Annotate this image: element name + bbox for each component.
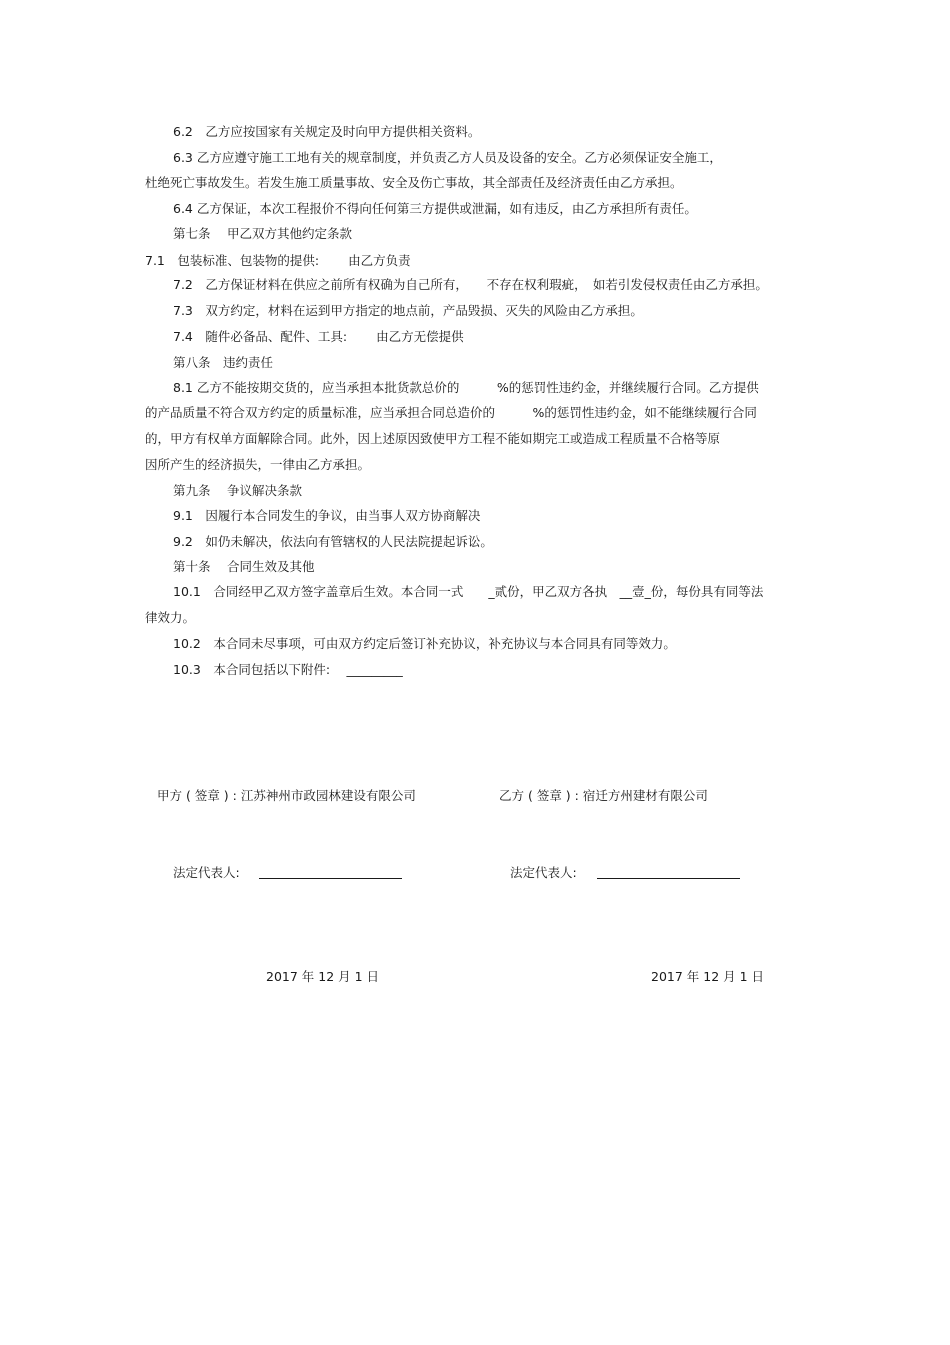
contract-line: 因所产生的经济损失，一律由乙方承担。 bbox=[145, 457, 371, 472]
contract-line: 10.2 本合同未尽事项，可由双方约定后签订补充协议，补充协议与本合同具有同等效力。 bbox=[173, 636, 676, 651]
contract-line: 6.2 乙方应按国家有关规定及时向甲方提供相关资料。 bbox=[173, 124, 481, 139]
party-b-signature bbox=[499, 788, 708, 804]
contract-line: 6.3 乙方应遵守施工工地有关的规章制度，并负责乙方人员及设备的安全。乙方必须保证安全施工， bbox=[173, 150, 722, 165]
contract-line: 7.4 随件必备品、配件、工具: 由乙方无偿提供 bbox=[173, 329, 464, 344]
party-a-rep-signature-line bbox=[259, 878, 402, 879]
contract-line: 7.2 乙方保证材料在供应之前所有权确为自己所有， 不存在权利瑕疵， 如若引发侵权责任由乙方承担。 bbox=[173, 277, 768, 292]
party-a-date: 2017 年 12 月 1 日 bbox=[266, 969, 380, 984]
contract-line: 第七条 甲乙双方其他约定条款 bbox=[173, 226, 352, 241]
contract-line: 7.1 包装标准、包装物的提供: 由乙方负责 bbox=[145, 253, 411, 268]
party-b-rep-label: 法定代表人: bbox=[510, 865, 577, 880]
contract-line: 8.1 乙方不能按期交货的，应当承担本批货款总价的 %的惩罚性违约金，并继续履行合同。乙方提供 bbox=[173, 380, 759, 395]
contract-line: 10.1 合同经甲乙双方签字盖章后生效。本合同一式 _贰份，甲乙双方各执 __壹_份，每份具有同等法 bbox=[173, 584, 764, 599]
party-b-date: 2017 年 12 月 1 日 bbox=[651, 969, 765, 984]
contract-line: 9.2 如仍未解决，依法向有管辖权的人民法院提起诉讼。 bbox=[173, 534, 493, 549]
contract-line: 6.4 乙方保证，本次工程报价不得向任何第三方提供或泄漏，如有违反，由乙方承担所有责任。 bbox=[173, 201, 697, 216]
contract-line: 10.3 本合同包括以下附件: _________ bbox=[173, 662, 403, 677]
contract-line: 9.1 因履行本合同发生的争议，由当事人双方协商解决 bbox=[173, 508, 481, 523]
contract-line: 律效力。 bbox=[145, 610, 196, 625]
party-a-label: 甲方 ( 签章 ) : bbox=[157, 788, 237, 803]
party-b-name: 宿迁方州建材有限公司 bbox=[582, 788, 708, 803]
contract-line: 第九条 争议解决条款 bbox=[173, 483, 302, 498]
party-a-name: 江苏神州市政园林建设有限公司 bbox=[240, 788, 416, 803]
contract-line: 第八条 违约责任 bbox=[173, 355, 274, 370]
contract-line: 第十条 合同生效及其他 bbox=[173, 559, 315, 574]
contract-line: 杜绝死亡事故发生。若发生施工质量事故、安全及伤亡事故，其全部责任及经济责任由乙方承担。 bbox=[145, 175, 683, 190]
contract-line: 7.3 双方约定，材料在运到甲方指定的地点前，产品毁损、灭失的风险由乙方承担。 bbox=[173, 303, 643, 318]
party-b-rep-signature-line bbox=[597, 878, 740, 879]
contract-line: 的，甲方有权单方面解除合同。此外，因上述原因致使甲方工程不能如期完工或造成工程质量不合格等原 bbox=[145, 431, 721, 446]
party-b-label: 乙方 ( 签章 ) : bbox=[499, 788, 579, 803]
party-a-signature bbox=[157, 788, 416, 804]
party-a-rep-label: 法定代表人: bbox=[173, 865, 240, 880]
contract-line: 的产品质量不符合双方约定的质量标准，应当承担合同总造价的 %的惩罚性违约金，如不能继续履行合同 bbox=[145, 405, 757, 420]
